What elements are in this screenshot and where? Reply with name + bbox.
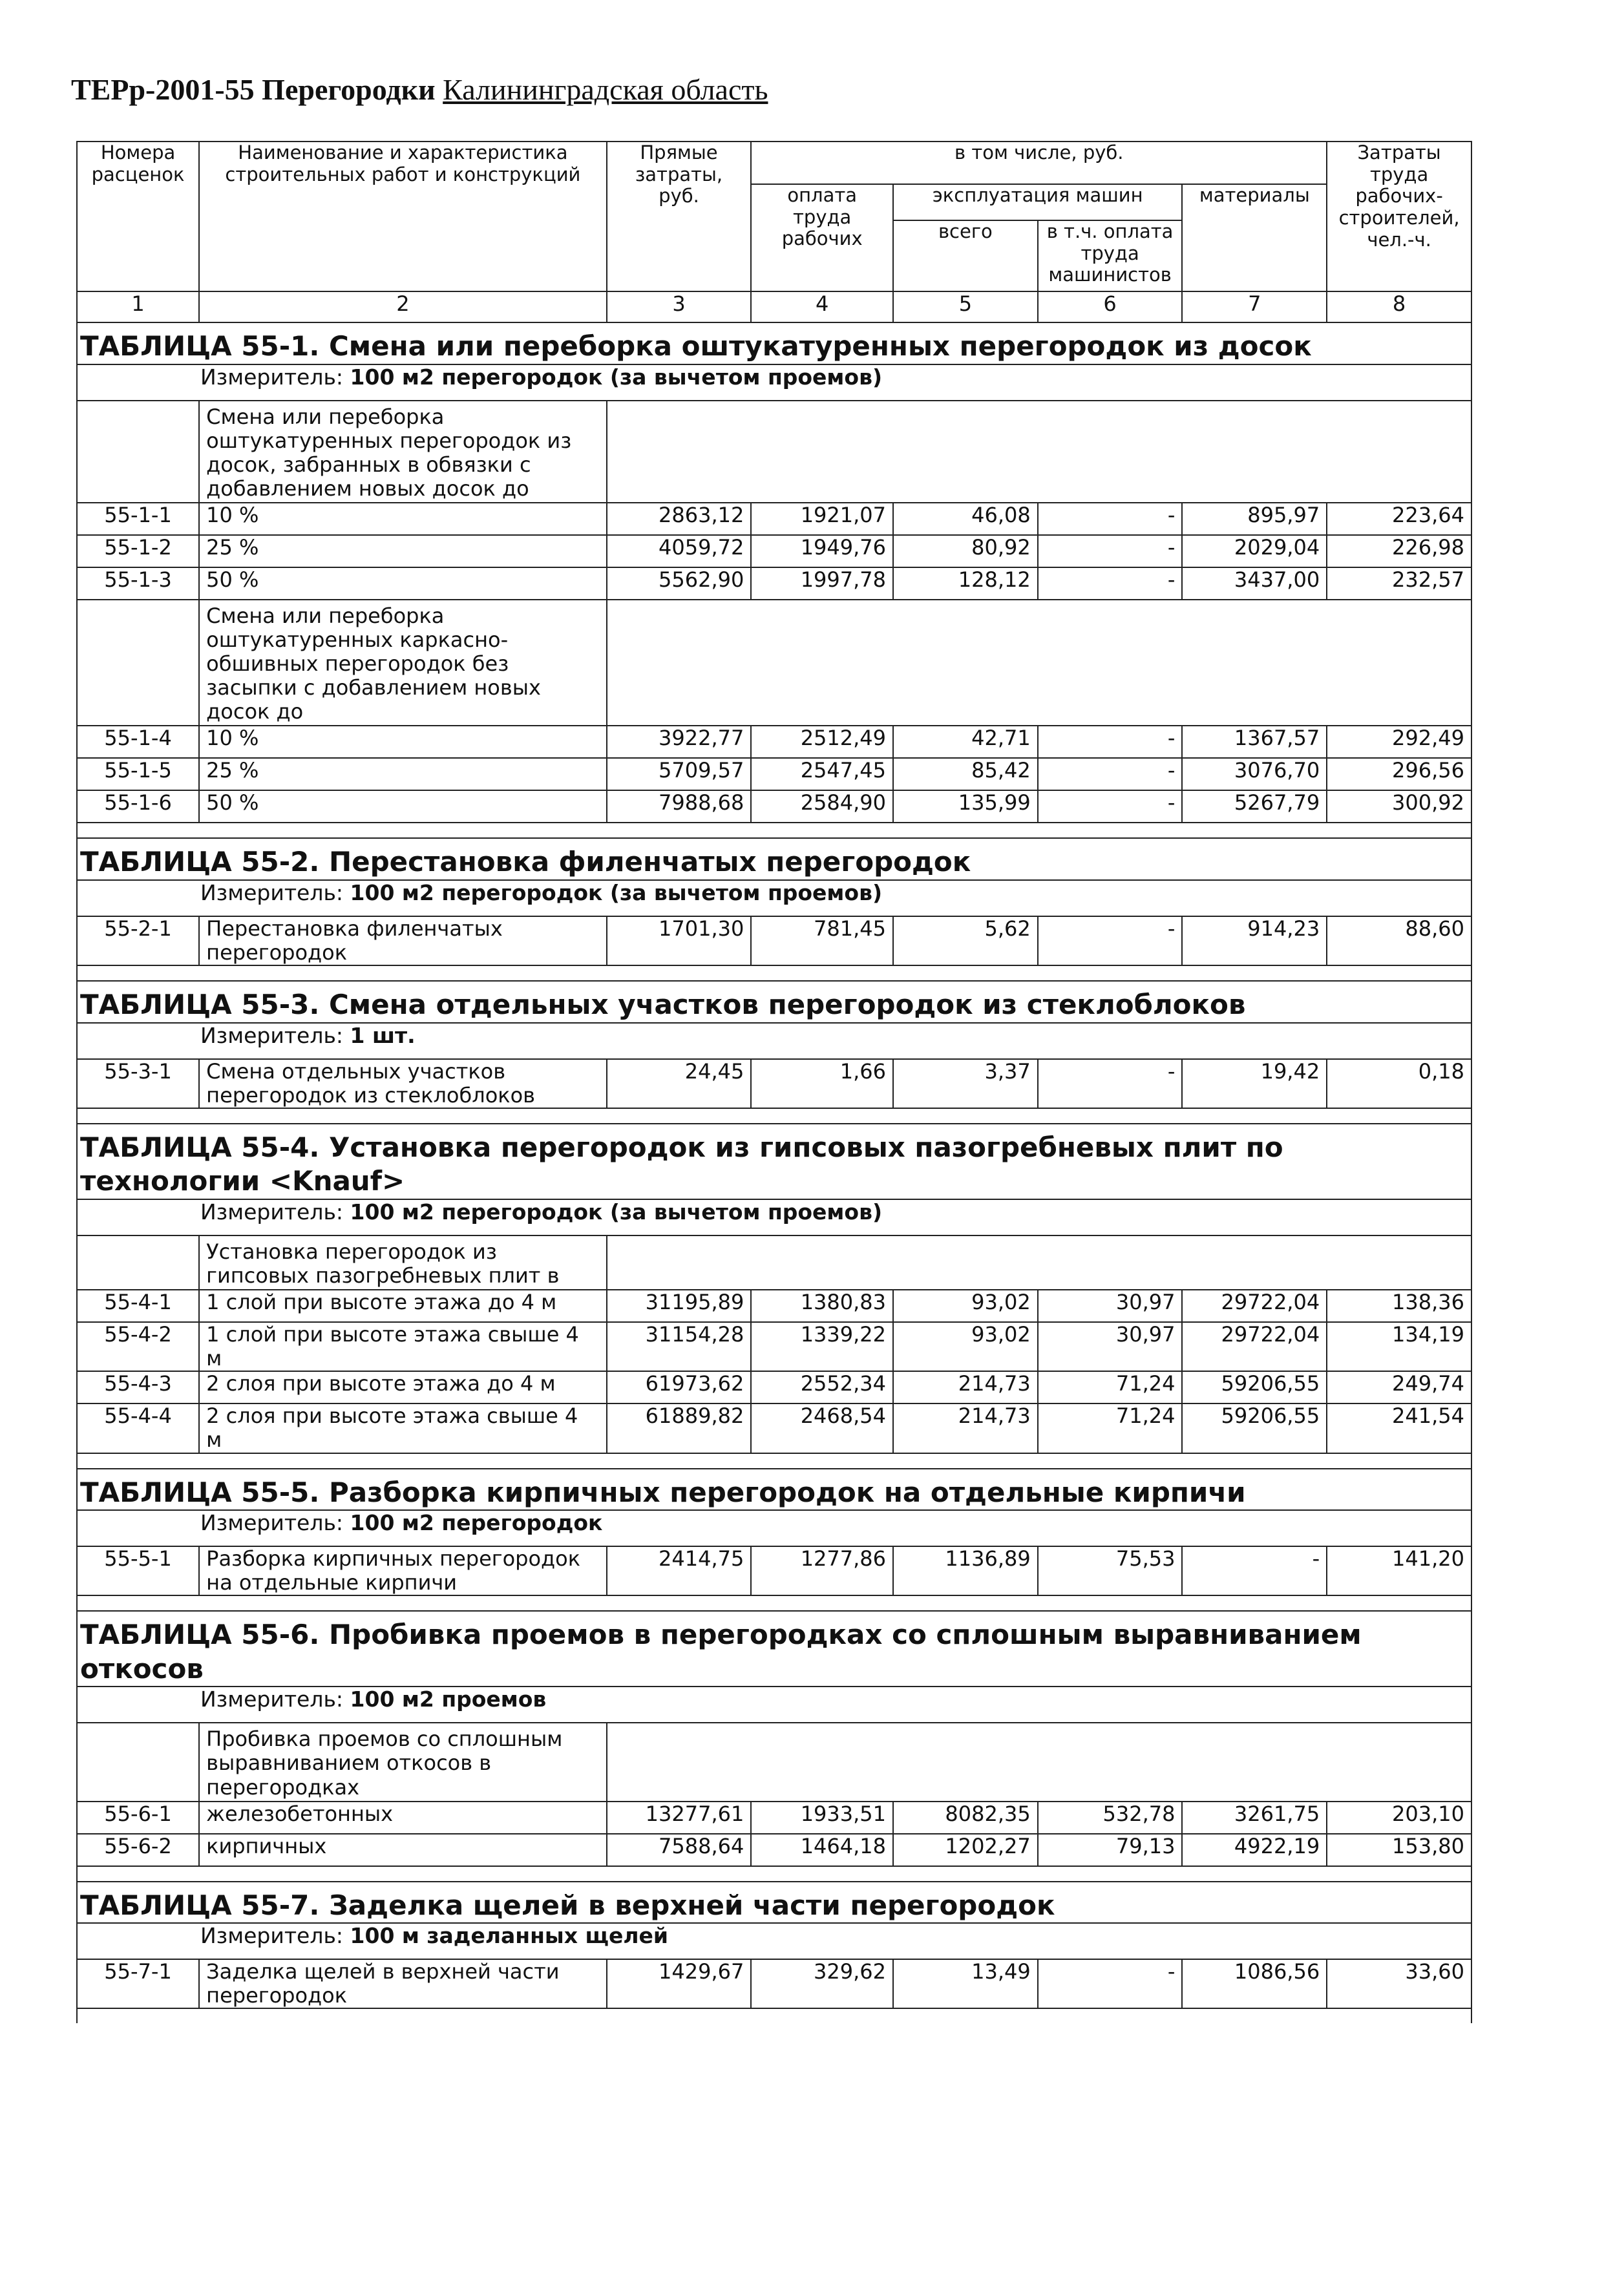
table-row — [77, 1834, 1471, 1866]
wages-cell: 2512,49 — [751, 726, 893, 758]
machine-wages-cell: - — [1038, 758, 1183, 790]
group-description: Установка перегородок из гипсовых пазогребневых плит в — [199, 1235, 607, 1290]
measure-row — [77, 1510, 1471, 1546]
rate-code-cell: 55-6-2 — [77, 1834, 199, 1866]
labor-cell: 226,98 — [1327, 535, 1471, 567]
header-machine-wages: в т.ч. оплата труда машинистов — [1038, 220, 1183, 291]
machines-cell: 93,02 — [893, 1322, 1038, 1371]
table-row — [77, 1546, 1471, 1595]
document-title — [71, 72, 768, 107]
measure-value: 100 м2 перегородок (за вычетом проемов) — [350, 879, 883, 905]
wages-cell: 329,62 — [751, 1959, 893, 2008]
direct-costs-cell: 1429,67 — [607, 1959, 752, 2008]
direct-costs-cell: 5709,57 — [607, 758, 752, 790]
section-gap — [77, 1595, 1471, 1611]
machine-wages-cell: 71,24 — [1038, 1371, 1183, 1403]
direct-costs-cell: 5562,90 — [607, 567, 752, 600]
wages-cell: 1933,51 — [751, 1802, 893, 1834]
table-row — [77, 916, 1471, 965]
rate-name-cell: 10 % — [199, 503, 607, 535]
machines-cell: 8082,35 — [893, 1802, 1038, 1834]
machines-cell: 13,49 — [893, 1959, 1038, 2008]
header-machines: эксплуатация машин — [893, 184, 1182, 220]
column-number: 6 — [1038, 291, 1183, 322]
table-row — [77, 758, 1471, 790]
group-description-row — [77, 1235, 1471, 1290]
title-code: ТЕРр-2001-55 Перегородки — [71, 73, 436, 106]
rate-name-cell: 25 % — [199, 535, 607, 567]
rate-name-cell: Смена отдельных участков перегородок из стеклоблоков — [199, 1059, 607, 1108]
group-values-empty — [607, 1235, 1471, 1290]
rate-name-cell: 25 % — [199, 758, 607, 790]
materials-cell: 29722,04 — [1182, 1322, 1327, 1371]
direct-costs-cell: 13277,61 — [607, 1802, 752, 1834]
machines-cell: 46,08 — [893, 503, 1038, 535]
table-body — [77, 142, 1471, 2023]
table-row — [77, 1403, 1471, 1453]
table-row — [77, 1802, 1471, 1834]
materials-cell: 3076,70 — [1182, 758, 1327, 790]
direct-costs-cell: 61889,82 — [607, 1403, 752, 1453]
group-description: Пробивка проемов со сплошным выравниванием откосов в перегородках — [199, 1723, 607, 1801]
header-row-1 — [77, 142, 1471, 184]
machines-cell: 214,73 — [893, 1371, 1038, 1403]
machines-cell: 42,71 — [893, 726, 1038, 758]
rate-code-cell: 55-1-3 — [77, 567, 199, 600]
materials-cell: 59206,55 — [1182, 1403, 1327, 1453]
section-title-row — [77, 1469, 1471, 1511]
materials-cell: 1086,56 — [1182, 1959, 1327, 2008]
header-labor: Затраты труда рабочих-строителей, чел.-ч. — [1327, 142, 1471, 291]
measure-cell — [77, 1510, 1471, 1546]
section-title: ТАБЛИЦА 55-3. Смена отдельных участков перегородок из стеклоблоков — [77, 981, 1471, 1023]
machine-wages-cell: - — [1038, 916, 1183, 965]
rate-name-cell: Разборка кирпичных перегородок на отдельные кирпичи — [199, 1546, 607, 1595]
rate-name-cell: 1 слой при высоте этажа свыше 4 м — [199, 1322, 607, 1371]
measure-cell — [77, 1199, 1471, 1235]
section-gap — [77, 1866, 1471, 1882]
materials-cell: 914,23 — [1182, 916, 1327, 965]
direct-costs-cell: 1701,30 — [607, 916, 752, 965]
section-gap-row — [77, 823, 1471, 838]
rate-name-cell: 10 % — [199, 726, 607, 758]
table-row — [77, 1322, 1471, 1371]
labor-cell: 292,49 — [1327, 726, 1471, 758]
measure-value: 100 м2 перегородок — [350, 1510, 603, 1536]
group-code-empty — [77, 1235, 199, 1290]
direct-costs-cell: 2414,75 — [607, 1546, 752, 1595]
labor-cell: 232,57 — [1327, 567, 1471, 600]
machine-wages-cell: - — [1038, 567, 1183, 600]
labor-cell: 153,80 — [1327, 1834, 1471, 1866]
rate-name-cell: 50 % — [199, 790, 607, 823]
column-number: 5 — [893, 291, 1038, 322]
wages-cell: 1339,22 — [751, 1322, 893, 1371]
table-row — [77, 535, 1471, 567]
direct-costs-cell: 3922,77 — [607, 726, 752, 758]
materials-cell: 59206,55 — [1182, 1371, 1327, 1403]
materials-cell: 29722,04 — [1182, 1290, 1327, 1322]
labor-cell: 203,10 — [1327, 1802, 1471, 1834]
section-gap — [77, 823, 1471, 838]
measure-cell — [77, 1687, 1471, 1723]
direct-costs-cell: 24,45 — [607, 1059, 752, 1108]
section-gap-row — [77, 1866, 1471, 1882]
machines-cell: 5,62 — [893, 916, 1038, 965]
table-row — [77, 1959, 1471, 2008]
section-title-row — [77, 1124, 1471, 1199]
rate-code-cell: 55-1-6 — [77, 790, 199, 823]
machines-cell: 214,73 — [893, 1403, 1038, 1453]
column-number: 2 — [199, 291, 607, 322]
machines-cell: 3,37 — [893, 1059, 1038, 1108]
materials-cell: 3437,00 — [1182, 567, 1327, 600]
materials-cell: 3261,75 — [1182, 1802, 1327, 1834]
machines-cell: 1136,89 — [893, 1546, 1038, 1595]
group-description: Смена или переборка оштукатуренных перегородок из досок, забранных в обвязки с добавлением новых досок до — [199, 401, 607, 503]
machines-cell: 128,12 — [893, 567, 1038, 600]
rates-table — [76, 141, 1472, 2023]
section-title: ТАБЛИЦА 55-6. Пробивка проемов в перегородках со сплошным выравниванием откосов — [77, 1611, 1471, 1687]
machines-cell: 1202,27 — [893, 1834, 1038, 1866]
measure-row — [77, 364, 1471, 401]
wages-cell: 1,66 — [751, 1059, 893, 1108]
wages-cell: 2584,90 — [751, 790, 893, 823]
section-gap-row — [77, 1453, 1471, 1469]
wages-cell: 2468,54 — [751, 1403, 893, 1453]
measure-row — [77, 1023, 1471, 1059]
labor-cell: 33,60 — [1327, 1959, 1471, 2008]
section-title: ТАБЛИЦА 55-5. Разборка кирпичных перегородок на отдельные кирпичи — [77, 1469, 1471, 1511]
rate-name-cell: Перестановка филенчатых перегородок — [199, 916, 607, 965]
direct-costs-cell: 31195,89 — [607, 1290, 752, 1322]
section-title: ТАБЛИЦА 55-7. Заделка щелей в верхней части перегородок — [77, 1882, 1471, 1924]
section-gap-row — [77, 2008, 1471, 2023]
column-number: 4 — [751, 291, 893, 322]
measure-label: Измеритель: — [200, 879, 344, 905]
rate-name-cell: 1 слой при высоте этажа до 4 м — [199, 1290, 607, 1322]
machine-wages-cell: 30,97 — [1038, 1322, 1183, 1371]
labor-cell: 141,20 — [1327, 1546, 1471, 1595]
wages-cell: 1380,83 — [751, 1290, 893, 1322]
measure-row — [77, 1923, 1471, 1959]
table-row — [77, 726, 1471, 758]
labor-cell: 223,64 — [1327, 503, 1471, 535]
section-title-row — [77, 1882, 1471, 1924]
direct-costs-cell: 7988,68 — [607, 790, 752, 823]
machine-wages-cell: - — [1038, 1059, 1183, 1108]
measure-label: Измеритель: — [200, 1022, 344, 1048]
direct-costs-cell: 2863,12 — [607, 503, 752, 535]
section-title: ТАБЛИЦА 55-1. Смена или переборка оштукатуренных перегородок из досок — [77, 322, 1471, 364]
rate-code-cell: 55-4-3 — [77, 1371, 199, 1403]
direct-costs-cell: 31154,28 — [607, 1322, 752, 1371]
group-description-row — [77, 600, 1471, 726]
rate-code-cell: 55-1-5 — [77, 758, 199, 790]
table-row — [77, 790, 1471, 823]
measure-value: 100 м2 перегородок (за вычетом проемов) — [350, 1199, 883, 1225]
materials-cell: 1367,57 — [1182, 726, 1327, 758]
measure-label: Измеритель: — [200, 1923, 344, 1949]
measure-value: 1 шт. — [350, 1022, 416, 1048]
rate-code-cell: 55-4-1 — [77, 1290, 199, 1322]
machine-wages-cell: 75,53 — [1038, 1546, 1183, 1595]
machine-wages-cell: - — [1038, 1959, 1183, 2008]
measure-row — [77, 1687, 1471, 1723]
group-code-empty — [77, 1723, 199, 1801]
measure-value: 100 м заделанных щелей — [350, 1923, 669, 1949]
rate-code-cell: 55-3-1 — [77, 1059, 199, 1108]
measure-label: Измеритель: — [200, 1510, 344, 1536]
title-region: Калининградская область — [443, 73, 768, 106]
section-gap — [77, 2008, 1471, 2023]
table-row — [77, 1059, 1471, 1108]
measure-row — [77, 880, 1471, 916]
header-including: в том числе, руб. — [751, 142, 1327, 184]
group-description-row — [77, 1723, 1471, 1801]
wages-cell: 781,45 — [751, 916, 893, 965]
section-title: ТАБЛИЦА 55-4. Установка перегородок из гипсовых пазогребневых плит по технологии <Knauf> — [77, 1124, 1471, 1199]
rate-code-cell: 55-4-2 — [77, 1322, 199, 1371]
wages-cell: 2547,45 — [751, 758, 893, 790]
machines-cell: 135,99 — [893, 790, 1038, 823]
wages-cell: 1949,76 — [751, 535, 893, 567]
section-title-row — [77, 322, 1471, 364]
group-code-empty — [77, 600, 199, 726]
rate-name-cell: 50 % — [199, 567, 607, 600]
labor-cell: 0,18 — [1327, 1059, 1471, 1108]
measure-cell — [77, 364, 1471, 401]
machines-cell: 93,02 — [893, 1290, 1038, 1322]
materials-cell: 895,97 — [1182, 503, 1327, 535]
rate-name-cell: железобетонных — [199, 1802, 607, 1834]
header-direct-costs: Прямые затраты, руб. — [607, 142, 752, 291]
section-title-row — [77, 981, 1471, 1023]
labor-cell: 241,54 — [1327, 1403, 1471, 1453]
section-title: ТАБЛИЦА 55-2. Перестановка филенчатых перегородок — [77, 838, 1471, 880]
machine-wages-cell: - — [1038, 726, 1183, 758]
header-name: Наименование и характеристика строительных работ и конструкций — [199, 142, 607, 291]
rate-name-cell: Заделка щелей в верхней части перегородок — [199, 1959, 607, 2008]
group-values-empty — [607, 1723, 1471, 1801]
group-description: Смена или переборка оштукатуренных каркасно-обшивных перегородок без засыпки с добавлением новых досок до — [199, 600, 607, 726]
column-number: 8 — [1327, 291, 1471, 322]
labor-cell: 138,36 — [1327, 1290, 1471, 1322]
machine-wages-cell: 79,13 — [1038, 1834, 1183, 1866]
machine-wages-cell: - — [1038, 790, 1183, 823]
table-row — [77, 567, 1471, 600]
section-gap — [77, 1108, 1471, 1124]
measure-row — [77, 1199, 1471, 1235]
header-materials: материалы — [1182, 184, 1327, 291]
column-number: 1 — [77, 291, 199, 322]
direct-costs-cell: 7588,64 — [607, 1834, 752, 1866]
section-gap — [77, 1453, 1471, 1469]
machine-wages-cell: - — [1038, 535, 1183, 567]
rate-code-cell: 55-7-1 — [77, 1959, 199, 2008]
direct-costs-cell: 61973,62 — [607, 1371, 752, 1403]
section-title-row — [77, 838, 1471, 880]
machines-cell: 85,42 — [893, 758, 1038, 790]
wages-cell: 1997,78 — [751, 567, 893, 600]
group-values-empty — [607, 600, 1471, 726]
measure-label: Измеритель: — [200, 1199, 344, 1225]
materials-cell: 19,42 — [1182, 1059, 1327, 1108]
machine-wages-cell: 71,24 — [1038, 1403, 1183, 1453]
rate-code-cell: 55-1-4 — [77, 726, 199, 758]
measure-label: Измеритель: — [200, 1687, 344, 1712]
header-code: Номера расценок — [77, 142, 199, 291]
measure-cell — [77, 1023, 1471, 1059]
section-gap-row — [77, 965, 1471, 981]
section-gap-row — [77, 1108, 1471, 1124]
machine-wages-cell: - — [1038, 503, 1183, 535]
section-gap — [77, 965, 1471, 981]
labor-cell: 134,19 — [1327, 1322, 1471, 1371]
labor-cell: 249,74 — [1327, 1371, 1471, 1403]
group-code-empty — [77, 401, 199, 503]
rate-name-cell: кирпичных — [199, 1834, 607, 1866]
rate-name-cell: 2 слоя при высоте этажа свыше 4 м — [199, 1403, 607, 1453]
wages-cell: 1921,07 — [751, 503, 893, 535]
direct-costs-cell: 4059,72 — [607, 535, 752, 567]
rate-name-cell: 2 слоя при высоте этажа до 4 м — [199, 1371, 607, 1403]
rate-code-cell: 55-4-4 — [77, 1403, 199, 1453]
materials-cell: 4922,19 — [1182, 1834, 1327, 1866]
wages-cell: 2552,34 — [751, 1371, 893, 1403]
rate-code-cell: 55-2-1 — [77, 916, 199, 965]
header-machines-total: всего — [893, 220, 1038, 291]
table-row — [77, 1290, 1471, 1322]
wages-cell: 1277,86 — [751, 1546, 893, 1595]
rate-code-cell: 55-1-2 — [77, 535, 199, 567]
labor-cell: 296,56 — [1327, 758, 1471, 790]
group-description-row — [77, 401, 1471, 503]
rate-code-cell: 55-1-1 — [77, 503, 199, 535]
rate-code-cell: 55-6-1 — [77, 1802, 199, 1834]
machines-cell: 80,92 — [893, 535, 1038, 567]
section-gap-row — [77, 1595, 1471, 1611]
measure-label: Измеритель: — [200, 364, 344, 390]
table-row — [77, 1371, 1471, 1403]
wages-cell: 1464,18 — [751, 1834, 893, 1866]
machine-wages-cell: 30,97 — [1038, 1290, 1183, 1322]
group-values-empty — [607, 401, 1471, 503]
measure-cell — [77, 1923, 1471, 1959]
materials-cell: 2029,04 — [1182, 535, 1327, 567]
materials-cell: 5267,79 — [1182, 790, 1327, 823]
materials-cell: - — [1182, 1546, 1327, 1595]
measure-value: 100 м2 перегородок (за вычетом проемов) — [350, 364, 883, 390]
labor-cell: 88,60 — [1327, 916, 1471, 965]
column-number: 7 — [1182, 291, 1327, 322]
rate-code-cell: 55-5-1 — [77, 1546, 199, 1595]
column-number: 3 — [607, 291, 752, 322]
labor-cell: 300,92 — [1327, 790, 1471, 823]
measure-cell — [77, 880, 1471, 916]
table-row — [77, 503, 1471, 535]
section-title-row — [77, 1611, 1471, 1687]
measure-value: 100 м2 проемов — [350, 1687, 547, 1712]
machine-wages-cell: 532,78 — [1038, 1802, 1183, 1834]
header-wages: оплата труда рабочих — [751, 184, 893, 291]
column-numbers-row — [77, 291, 1471, 322]
